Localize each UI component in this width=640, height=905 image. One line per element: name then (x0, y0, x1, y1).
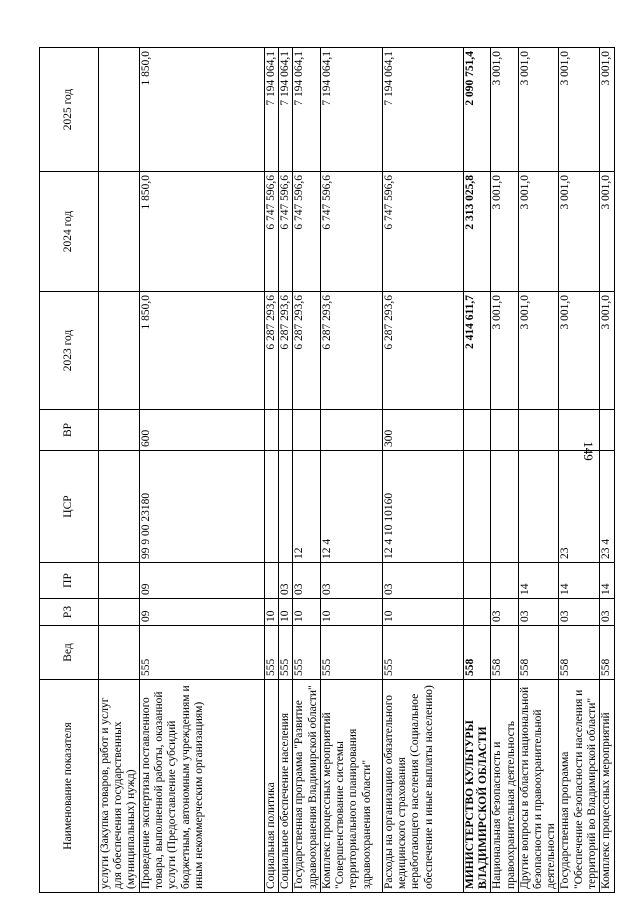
cell-pr: 14 (600, 563, 614, 599)
cell-rz: 10 (265, 599, 279, 626)
cell-2024: 6 747 596,6 (279, 172, 293, 292)
cell-pr: 03 (293, 563, 320, 599)
table-row (293, 48, 320, 893)
cell-vr (600, 410, 614, 451)
table-row (140, 48, 265, 893)
cell-2025: 7 194 064,1 (279, 48, 293, 172)
cell-ved: 555 (140, 626, 265, 680)
cell-2024: 6 747 596,6 (265, 172, 279, 292)
cell-csr (265, 451, 279, 563)
cell-name: Расходы на организацию обязательного медицинского страхования неработающего населения (Социальное обеспечение и иные выплаты населению) (382, 680, 463, 893)
cell-2024: 3 001,0 (491, 172, 518, 292)
table-row (600, 48, 614, 893)
cell-2025: 1 850,0 (140, 48, 265, 172)
cell-rz: 10 (320, 599, 382, 626)
cell-name: услуги (Закупка товаров, работ и услуг для обеспечения государственных (муниципальных) нужд) (99, 680, 140, 893)
cell-csr: 23 4 (600, 451, 614, 563)
cell-name: Государственная программа "Обеспечение безопасности населения и территорий во Владимирской области" (559, 680, 600, 893)
cell-pr: 14 (559, 563, 600, 599)
cell-csr (463, 451, 490, 563)
cell-csr: 12 (293, 451, 320, 563)
cell-ved: 558 (518, 626, 559, 680)
cell-vr: 300 (382, 410, 463, 451)
table-row (463, 48, 490, 893)
cell-rz: 10 (279, 599, 293, 626)
table-row (518, 48, 559, 893)
cell-2025: 3 001,0 (600, 48, 614, 172)
cell-vr (99, 410, 140, 451)
cell-pr (99, 563, 140, 599)
cell-rz: 09 (140, 599, 265, 626)
page-number: 149 (580, 441, 596, 461)
cell-csr: 99 9 00 23180 (140, 451, 265, 563)
cell-vr: 600 (140, 410, 265, 451)
header-ved: Вед (40, 626, 99, 680)
cell-2023: 3 001,0 (559, 292, 600, 410)
cell-pr (265, 563, 279, 599)
cell-name: Комплекс процессных мероприятий "Совершенствование системы территориального планирования здравоохранения области" (320, 680, 382, 893)
cell-name: Социальное обеспечение населения (279, 680, 293, 893)
cell-csr (491, 451, 518, 563)
cell-2024: 1 850,0 (140, 172, 265, 292)
table-row (265, 48, 279, 893)
cell-name: Другие вопросы в области национальной безопасности и правоохранительной деятельности (518, 680, 559, 893)
cell-ved: 555 (279, 626, 293, 680)
header-2025: 2025 год (40, 48, 99, 172)
cell-pr (491, 563, 518, 599)
cell-2025: 3 001,0 (491, 48, 518, 172)
cell-ved: 558 (463, 626, 490, 680)
cell-pr: 03 (320, 563, 382, 599)
cell-2024 (99, 172, 140, 292)
cell-rz: 03 (491, 599, 518, 626)
table-row (559, 48, 600, 893)
cell-rz: 03 (600, 599, 614, 626)
cell-ved: 555 (265, 626, 279, 680)
cell-2024: 6 747 596,6 (320, 172, 382, 292)
cell-vr (320, 410, 382, 451)
cell-ved: 558 (491, 626, 518, 680)
cell-pr: 14 (518, 563, 559, 599)
cell-pr: 03 (382, 563, 463, 599)
cell-rz (99, 599, 140, 626)
cell-pr: 09 (140, 563, 265, 599)
cell-2023: 6 287 293,6 (279, 292, 293, 410)
table-header-row (40, 48, 99, 893)
cell-2025: 3 001,0 (559, 48, 600, 172)
table-row (320, 48, 382, 893)
table-row (491, 48, 518, 893)
cell-name: Проведение экспертизы поставленного товара, выполненной работы, оказанной услуги (Предоставление субсидий бюджетным, автономным учреждениям и иным некоммерческим организациям) (140, 680, 265, 893)
cell-vr (518, 410, 559, 451)
cell-csr (279, 451, 293, 563)
cell-2023: 3 001,0 (600, 292, 614, 410)
cell-ved: 555 (320, 626, 382, 680)
cell-rz: 10 (382, 599, 463, 626)
cell-name: Национальная безопасность и правоохранительная деятельность (491, 680, 518, 893)
cell-name: МИНИСТЕРСТВО КУЛЬТУРЫ ВЛАДИМИРСКОЙ ОБЛАСТИ (463, 680, 490, 893)
cell-2023: 6 287 293,6 (320, 292, 382, 410)
header-csr: ЦСР (40, 451, 99, 563)
cell-ved: 558 (600, 626, 614, 680)
cell-vr (265, 410, 279, 451)
header-2024: 2024 год (40, 172, 99, 292)
rotated-page-content (39, 48, 615, 893)
table-row (99, 48, 140, 893)
cell-rz: 10 (293, 599, 320, 626)
cell-rz (463, 599, 490, 626)
cell-pr: 03 (279, 563, 293, 599)
cell-2023: 6 287 293,6 (293, 292, 320, 410)
header-2023: 2023 год (40, 292, 99, 410)
cell-2024: 6 747 596,6 (293, 172, 320, 292)
cell-2025: 7 194 064,1 (265, 48, 279, 172)
cell-2024: 3 001,0 (518, 172, 559, 292)
cell-vr (279, 410, 293, 451)
cell-2023: 1 850,0 (140, 292, 265, 410)
cell-csr (99, 451, 140, 563)
cell-2024: 6 747 596,6 (382, 172, 463, 292)
cell-2024: 2 313 025,8 (463, 172, 490, 292)
budget-table (39, 47, 615, 893)
cell-2023: 2 414 611,7 (463, 292, 490, 410)
header-rz: РЗ (40, 599, 99, 626)
cell-2023: 6 287 293,6 (265, 292, 279, 410)
cell-name: Комплекс процессных мероприятий (600, 680, 614, 893)
cell-pr (463, 563, 490, 599)
cell-rz: 03 (518, 599, 559, 626)
cell-vr (559, 410, 600, 451)
table-row (279, 48, 293, 893)
cell-2025: 7 194 064,1 (293, 48, 320, 172)
cell-name: Государственная программа "Развитие здравоохранения Владимирской области" (293, 680, 320, 893)
cell-rz: 03 (559, 599, 600, 626)
cell-csr: 12 4 10 10160 (382, 451, 463, 563)
cell-csr (518, 451, 559, 563)
table-row (382, 48, 463, 893)
cell-name: Социальная политика (265, 680, 279, 893)
cell-csr: 23 (559, 451, 600, 563)
cell-ved (99, 626, 140, 680)
cell-2023: 3 001,0 (491, 292, 518, 410)
cell-2023: 3 001,0 (518, 292, 559, 410)
cell-ved: 555 (382, 626, 463, 680)
cell-2025: 7 194 064,1 (320, 48, 382, 172)
cell-2025: 3 001,0 (518, 48, 559, 172)
cell-vr (463, 410, 490, 451)
cell-vr (293, 410, 320, 451)
header-vr: ВР (40, 410, 99, 451)
cell-ved: 558 (559, 626, 600, 680)
cell-2025: 7 194 064,1 (382, 48, 463, 172)
cell-2025 (99, 48, 140, 172)
cell-vr (491, 410, 518, 451)
header-pr: ПР (40, 563, 99, 599)
cell-2024: 3 001,0 (600, 172, 614, 292)
header-name: Наименование показателя (40, 680, 99, 893)
cell-2023: 6 287 293,6 (382, 292, 463, 410)
cell-2023 (99, 292, 140, 410)
cell-ved: 555 (293, 626, 320, 680)
cell-2024: 3 001,0 (559, 172, 600, 292)
cell-csr: 12 4 (320, 451, 382, 563)
cell-2025: 2 090 751,4 (463, 48, 490, 172)
